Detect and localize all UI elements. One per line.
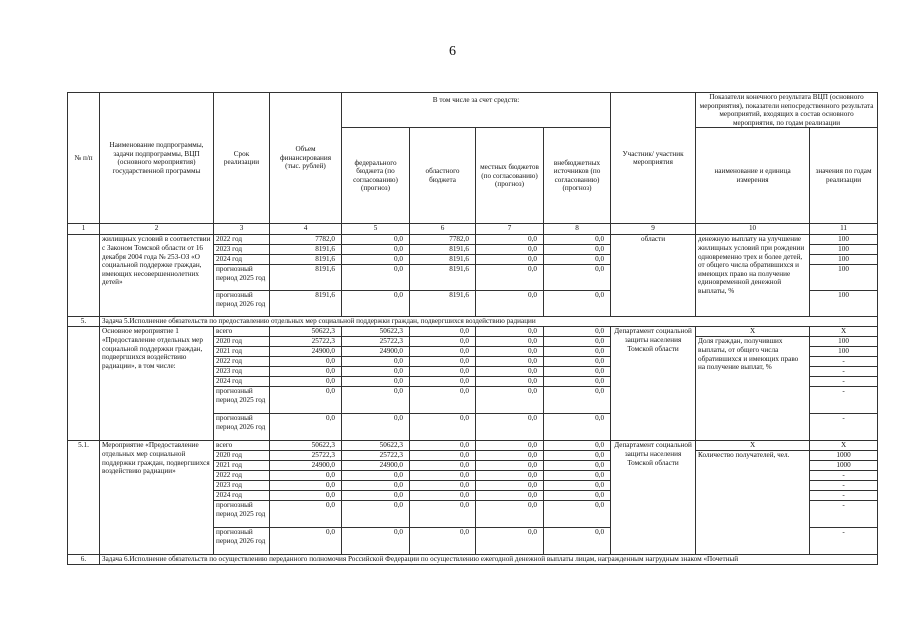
regional-value: 8191,6: [410, 255, 476, 265]
volume-value: 8191,6: [270, 255, 342, 265]
volume-value: 24900,0: [270, 347, 342, 357]
regional-value: 0,0: [410, 471, 476, 481]
indicator-value: -: [810, 491, 878, 501]
period: 2021 год: [214, 461, 270, 471]
indicator-value: Х: [810, 327, 878, 337]
local-value: 0,0: [476, 441, 544, 451]
federal-value: 0,0: [342, 471, 410, 481]
col-number: 1: [68, 224, 100, 235]
indicator-value: 100: [810, 337, 878, 347]
regional-value: 0,0: [410, 414, 476, 441]
table-row: [68, 441, 878, 451]
volume-value: 0,0: [270, 414, 342, 441]
extra-value: 0,0: [544, 347, 611, 357]
row-number: [68, 327, 100, 441]
col-number: 7: [476, 224, 544, 235]
federal-value: 0,0: [342, 501, 410, 528]
extra-value: 0,0: [544, 471, 611, 481]
period: 2022 год: [214, 471, 270, 481]
extra-value: 0,0: [544, 441, 611, 451]
extra-value: 0,0: [544, 528, 611, 555]
period: 2021 год: [214, 347, 270, 357]
row-number: 5.1.: [68, 441, 100, 555]
volume-value: 25722,3: [270, 337, 342, 347]
period: 2023 год: [214, 245, 270, 255]
header-volume: Объем финансирования (тыс. рублей): [270, 93, 342, 224]
period: прогнозный период 2025 год: [214, 501, 270, 528]
federal-value: 24900,0: [342, 461, 410, 471]
indicator-value: -: [810, 377, 878, 387]
volume-value: 24900,0: [270, 461, 342, 471]
local-value: 0,0: [476, 367, 544, 377]
volume-value: 25722,3: [270, 451, 342, 461]
extra-value: 0,0: [544, 255, 611, 265]
local-value: 0,0: [476, 255, 544, 265]
extra-value: 0,0: [544, 461, 611, 471]
period: прогнозный период 2026 год: [214, 291, 270, 317]
federal-value: 0,0: [342, 481, 410, 491]
regional-value: 8191,6: [410, 291, 476, 317]
regional-value: 8191,6: [410, 265, 476, 291]
period: 2024 год: [214, 377, 270, 387]
extra-value: 0,0: [544, 235, 611, 245]
period: 2020 год: [214, 451, 270, 461]
page-number: 6: [449, 44, 456, 59]
header-ind-values: значения по годам реализации: [810, 128, 878, 224]
regional-value: 0,0: [410, 441, 476, 451]
program-table: [67, 92, 878, 565]
indicator-value: 100: [810, 265, 878, 291]
regional-value: 0,0: [410, 357, 476, 367]
col-number: 8: [544, 224, 611, 235]
period: прогнозный период 2026 год: [214, 414, 270, 441]
header-including: В том числе за счет средств:: [342, 93, 611, 128]
indicator-value: -: [810, 357, 878, 367]
extra-value: 0,0: [544, 291, 611, 317]
col-number: 6: [410, 224, 476, 235]
col-number: 11: [810, 224, 878, 235]
federal-value: 25722,3: [342, 337, 410, 347]
extra-value: 0,0: [544, 501, 611, 528]
local-value: 0,0: [476, 337, 544, 347]
regional-value: 0,0: [410, 501, 476, 528]
header-participant: Участник/ участник мероприятия: [611, 93, 696, 224]
table-row: [68, 327, 878, 337]
regional-value: 7782,0: [410, 235, 476, 245]
regional-value: 8191,6: [410, 245, 476, 255]
federal-value: 25722,3: [342, 451, 410, 461]
regional-value: 0,0: [410, 337, 476, 347]
local-value: 0,0: [476, 347, 544, 357]
federal-value: 0,0: [342, 491, 410, 501]
header-regional: областного бюджета: [410, 128, 476, 224]
volume-value: 0,0: [270, 471, 342, 481]
regional-value: 0,0: [410, 377, 476, 387]
col-number: 4: [270, 224, 342, 235]
indicator-value: 1000: [810, 451, 878, 461]
local-value: 0,0: [476, 414, 544, 441]
period: 2022 год: [214, 235, 270, 245]
period: 2022 год: [214, 357, 270, 367]
extra-value: 0,0: [544, 265, 611, 291]
indicator-name: Х: [696, 327, 810, 337]
period: 2024 год: [214, 255, 270, 265]
extra-value: 0,0: [544, 387, 611, 414]
federal-value: 50622,3: [342, 441, 410, 451]
extra-value: 0,0: [544, 337, 611, 347]
regional-value: 0,0: [410, 387, 476, 414]
column-numbers-row: [68, 224, 878, 235]
federal-value: 0,0: [342, 387, 410, 414]
period: 2020 год: [214, 337, 270, 347]
volume-value: 0,0: [270, 367, 342, 377]
indicator-value: 1000: [810, 461, 878, 471]
header-indicators: Показатели конечного результата ВЦП (основного мероприятия), показатели непосредственного результата мероприятий, входящих в состав основного мероприятия, по годам реализации: [696, 93, 878, 128]
regional-value: 0,0: [410, 481, 476, 491]
indicator-value: -: [810, 528, 878, 555]
extra-value: 0,0: [544, 357, 611, 367]
regional-value: 0,0: [410, 461, 476, 471]
local-value: 0,0: [476, 461, 544, 471]
header-ind-name: наименование и единица измерения: [696, 128, 810, 224]
volume-value: 8191,6: [270, 245, 342, 255]
indicator-value: -: [810, 414, 878, 441]
federal-value: 0,0: [342, 367, 410, 377]
volume-value: 50622,3: [270, 441, 342, 451]
volume-value: 7782,0: [270, 235, 342, 245]
activity-name: Мероприятие «Предоставление отдельных мер социальной поддержки граждан, подвергшихся воздействию радиации»: [100, 441, 214, 555]
regional-value: 0,0: [410, 367, 476, 377]
header-num: № п/п: [68, 93, 100, 224]
federal-value: 0,0: [342, 255, 410, 265]
extra-value: 0,0: [544, 367, 611, 377]
period: всего: [214, 441, 270, 451]
federal-value: 0,0: [342, 357, 410, 367]
local-value: 0,0: [476, 327, 544, 337]
period: 2023 год: [214, 481, 270, 491]
period: прогнозный период 2025 год: [214, 265, 270, 291]
header-name: Наименование подпрограммы, задачи подпрограммы, ВЦП (основного мероприятия) государственной программы: [100, 93, 214, 224]
local-value: 0,0: [476, 501, 544, 528]
volume-value: 0,0: [270, 357, 342, 367]
local-value: 0,0: [476, 245, 544, 255]
indicator-name: Количество получателей, чел.: [696, 451, 810, 555]
local-value: 0,0: [476, 471, 544, 481]
local-value: 0,0: [476, 235, 544, 245]
col-number: 9: [611, 224, 696, 235]
indicator-value: Х: [810, 441, 878, 451]
federal-value: 0,0: [342, 265, 410, 291]
local-value: 0,0: [476, 377, 544, 387]
indicator-value: 100: [810, 291, 878, 317]
regional-value: 0,0: [410, 347, 476, 357]
federal-value: 0,0: [342, 235, 410, 245]
indicator-value: 100: [810, 255, 878, 265]
regional-value: 0,0: [410, 491, 476, 501]
header-term: Срок реализации: [214, 93, 270, 224]
local-value: 0,0: [476, 357, 544, 367]
participant: Департамент социальной защиты населения Томской области: [611, 327, 696, 441]
local-value: 0,0: [476, 451, 544, 461]
volume-value: 0,0: [270, 501, 342, 528]
regional-value: 0,0: [410, 327, 476, 337]
federal-value: 50622,3: [342, 327, 410, 337]
extra-value: 0,0: [544, 414, 611, 441]
volume-value: 0,0: [270, 528, 342, 555]
task-number: 6.: [68, 555, 100, 565]
task-text: Задача 5.Исполнение обязательств по предоставлению отдельных мер социальной поддержки граждан, подвергшихся воздействию радиации: [100, 317, 878, 327]
volume-value: 8191,6: [270, 291, 342, 317]
participant: Департамент социальной защиты населения Томской области: [611, 441, 696, 555]
header-local: местных бюджетов (по согласованию) (прогноз): [476, 128, 544, 224]
regional-value: 0,0: [410, 451, 476, 461]
volume-value: 0,0: [270, 387, 342, 414]
task-number: 5.: [68, 317, 100, 327]
federal-value: 0,0: [342, 528, 410, 555]
indicator-value: -: [810, 481, 878, 491]
local-value: 0,0: [476, 491, 544, 501]
volume-value: 0,0: [270, 481, 342, 491]
col-number: 2: [100, 224, 214, 235]
activity-name: Основное мероприятие 1 «Предоставление отдельных мер социальной поддержки граждан, подвергшихся воздействию радиации», в том числе:: [100, 327, 214, 441]
period: 2024 год: [214, 491, 270, 501]
period: 2023 год: [214, 367, 270, 377]
table-row: [68, 235, 878, 245]
federal-value: 0,0: [342, 377, 410, 387]
federal-value: 0,0: [342, 291, 410, 317]
regional-value: 0,0: [410, 528, 476, 555]
volume-value: 50622,3: [270, 327, 342, 337]
extra-value: 0,0: [544, 451, 611, 461]
indicator-value: -: [810, 367, 878, 377]
local-value: 0,0: [476, 481, 544, 491]
header-extra: внебюджетных источников (по согласованию) (прогноз): [544, 128, 611, 224]
volume-value: 8191,6: [270, 265, 342, 291]
col-number: 10: [696, 224, 810, 235]
col-number: 3: [214, 224, 270, 235]
indicator-value: 100: [810, 245, 878, 255]
extra-value: 0,0: [544, 245, 611, 255]
indicator-value: -: [810, 471, 878, 481]
task-row: [68, 555, 878, 565]
local-value: 0,0: [476, 528, 544, 555]
extra-value: 0,0: [544, 327, 611, 337]
federal-value: 24900,0: [342, 347, 410, 357]
local-value: 0,0: [476, 265, 544, 291]
task-row: [68, 317, 878, 327]
federal-value: 0,0: [342, 414, 410, 441]
indicator-name: денежную выплату на улучшение жилищных условий при рождении одновременно трех и более детей, от общего числа обратившихся и имеющих право на получение единовременной денежной выплаты, %: [696, 235, 810, 317]
extra-value: 0,0: [544, 481, 611, 491]
header-federal: федерального бюджета (по согласованию) (прогноз): [342, 128, 410, 224]
task-text: Задача 6.Исполнение обязательств по осуществлению переданного полномочия Российской Федерации по осуществлению ежегодной денежной выплаты лицам, награжденным нагрудным знаком «Почетный: [100, 555, 878, 565]
period: прогнозный период 2026 год: [214, 528, 270, 555]
activity-name: жилищных условий в соответствии с Законом Томской области от 16 декабря 2004 года № 253-ОЗ «О социальной поддержке граждан, имеющих несовершеннолетних детей»: [100, 235, 214, 317]
local-value: 0,0: [476, 291, 544, 317]
volume-value: 0,0: [270, 491, 342, 501]
extra-value: 0,0: [544, 491, 611, 501]
federal-value: 0,0: [342, 245, 410, 255]
col-number: 5: [342, 224, 410, 235]
indicator-value: 100: [810, 235, 878, 245]
indicator-value: -: [810, 501, 878, 528]
indicator-name: Доля граждан, получивших выплаты, от общего числа обратившихся и имеющих право на получение выплат, %: [696, 337, 810, 441]
volume-value: 0,0: [270, 377, 342, 387]
indicator-name: Х: [696, 441, 810, 451]
period: всего: [214, 327, 270, 337]
indicator-value: 100: [810, 347, 878, 357]
period: прогнозный период 2025 год: [214, 387, 270, 414]
local-value: 0,0: [476, 387, 544, 414]
indicator-value: -: [810, 387, 878, 414]
extra-value: 0,0: [544, 377, 611, 387]
row-number: [68, 235, 100, 317]
participant: области: [611, 235, 696, 317]
